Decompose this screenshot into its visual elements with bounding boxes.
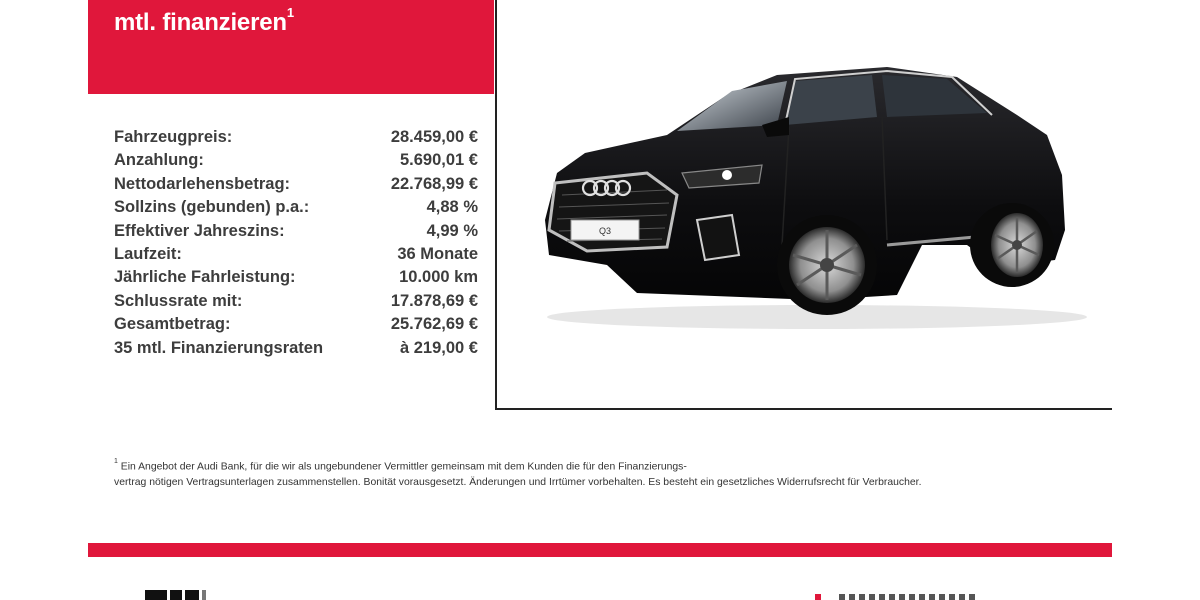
financing-specs bbox=[114, 128, 478, 362]
spec-label: Jährliche Fahrleistung: bbox=[114, 268, 296, 287]
spec-row bbox=[114, 128, 478, 151]
footer-red-bar bbox=[88, 543, 1112, 557]
spec-value: 17.878,69 € bbox=[390, 291, 478, 310]
spec-label: Schlussrate mit: bbox=[114, 291, 243, 310]
spec-label: Anzahlung: bbox=[114, 151, 204, 170]
brand-wordmark bbox=[839, 594, 979, 600]
car-image-frame bbox=[495, 0, 1112, 410]
spec-label: Sollzins (gebunden) p.a.: bbox=[114, 198, 310, 217]
footnote bbox=[114, 456, 1034, 491]
dealer-logo bbox=[145, 590, 255, 600]
footnote-line-2: vertrag nötigen Vertragsunterlagen zusammenstellen. Bonität vorausgesetzt. Änderungen und Irrtümer vorbehalten. Es besteht ein gesetzliches Widerrufsrecht für Verbraucher. bbox=[114, 477, 922, 489]
spec-row bbox=[114, 175, 478, 198]
spec-row bbox=[114, 268, 478, 291]
spec-label: Effektiver Jahreszins: bbox=[114, 221, 285, 240]
spec-row bbox=[114, 339, 478, 362]
header-title bbox=[114, 5, 294, 37]
spec-row bbox=[114, 222, 478, 245]
spec-label: Gesamtbetrag: bbox=[114, 315, 231, 334]
spec-value: 10.000 km bbox=[399, 268, 478, 287]
spec-label: Nettodarlehensbetrag: bbox=[114, 174, 291, 193]
license-plate-text: Q3 bbox=[598, 226, 612, 236]
spec-row bbox=[114, 315, 478, 338]
spec-row bbox=[114, 292, 478, 315]
header-title-text: mtl. finanzieren bbox=[114, 9, 287, 36]
spec-value: à 219,00 € bbox=[400, 338, 478, 357]
spec-row bbox=[114, 198, 478, 221]
header-footnote-marker: 1 bbox=[286, 5, 294, 20]
spec-label: Fahrzeugpreis: bbox=[114, 128, 233, 146]
brand-dot-icon bbox=[815, 594, 821, 600]
spec-value: 25.762,69 € bbox=[390, 315, 478, 334]
footnote-text-1: Ein Angebot der Audi Bank, für die wir als ungebundener Vermittler gemeinsam mit dem Kunden die für den Finanzierungs- bbox=[120, 461, 687, 473]
car-image bbox=[527, 55, 1087, 335]
air-intake bbox=[697, 215, 739, 260]
spec-row bbox=[114, 151, 478, 174]
spec-row bbox=[114, 245, 478, 268]
spec-value: 36 Monate bbox=[397, 244, 478, 263]
spec-label: Laufzeit: bbox=[114, 244, 182, 263]
header-banner bbox=[88, 0, 494, 94]
brand-logo bbox=[815, 594, 995, 600]
spec-value: 4,88 % bbox=[426, 198, 478, 217]
spec-label: 35 mtl. Finanzierungsraten bbox=[114, 338, 324, 357]
spec-value: 22.768,99 € bbox=[390, 174, 478, 193]
footnote-line-1 bbox=[114, 456, 1034, 475]
car-side-window bbox=[785, 75, 877, 125]
footnote-marker: 1 bbox=[114, 458, 118, 465]
spec-value: 28.459,00 € bbox=[390, 128, 478, 146]
spec-value: 5.690,01 € bbox=[400, 151, 478, 170]
spec-value: 4,99 % bbox=[426, 221, 478, 240]
